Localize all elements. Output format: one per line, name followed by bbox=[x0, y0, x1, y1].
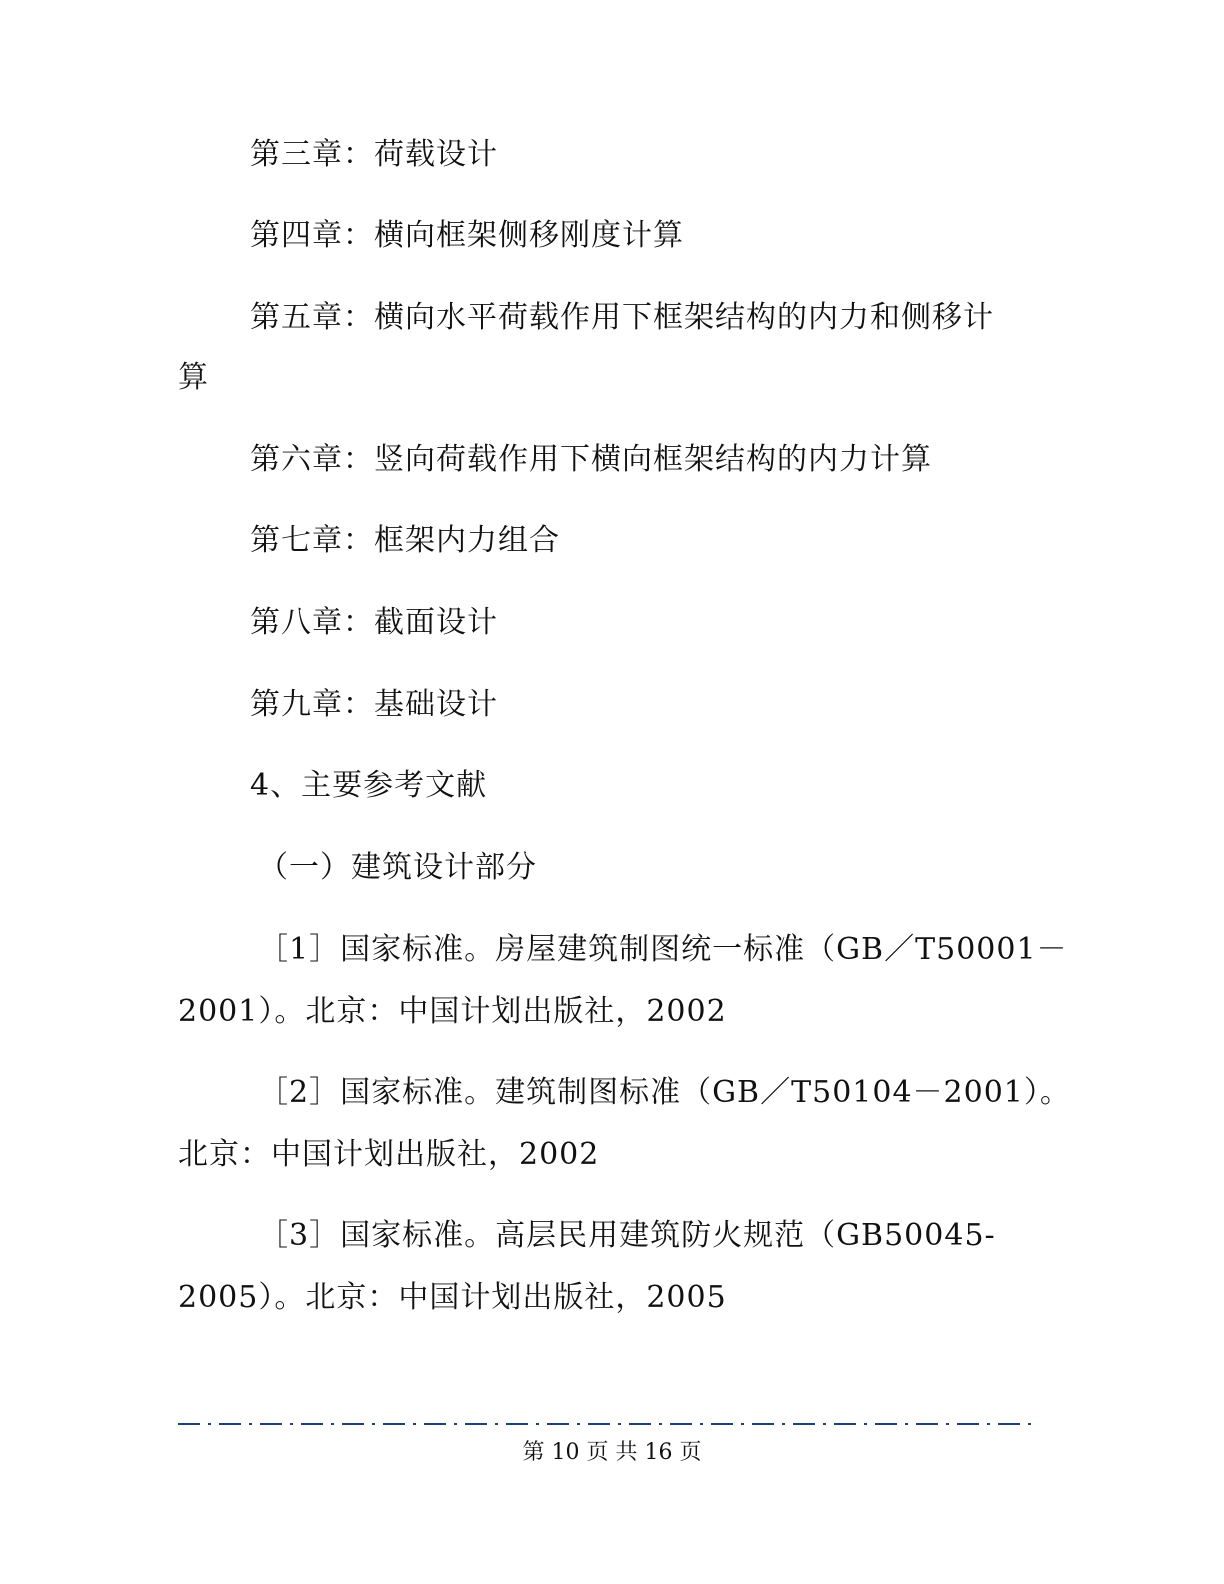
chapter-9-line: 第九章：基础设计 bbox=[250, 687, 498, 722]
chapter-3-line: 第三章：荷载设计 bbox=[250, 137, 498, 172]
chapter-6-line: 第六章：竖向荷载作用下横向框架结构的内力计算 bbox=[250, 442, 932, 477]
chapter-4-line: 第四章：横向框架侧移刚度计算 bbox=[250, 218, 684, 253]
chapter-7-line: 第七章：框架内力组合 bbox=[250, 523, 560, 558]
chapter-5-line: 第五章：横向水平荷载作用下框架结构的内力和侧移计 bbox=[250, 300, 994, 335]
reference-3-line: ［3］国家标准。高层民用建筑防火规范（GB50045- bbox=[258, 1218, 996, 1253]
reference-2-line: ［2］国家标准。建筑制图标准（GB／T50104－2001）。 bbox=[258, 1075, 1071, 1110]
reference-1-line-cont: 2001）。北京：中国计划出版社，2002 bbox=[178, 994, 727, 1029]
reference-3-line-cont: 2005）。北京：中国计划出版社，2005 bbox=[178, 1280, 727, 1315]
architecture-section-heading: （一）建筑设计部分 bbox=[258, 850, 537, 885]
chapter-8-line: 第八章：截面设计 bbox=[250, 605, 498, 640]
page-number: 第 10 页 共 16 页 bbox=[522, 1440, 702, 1465]
reference-1-line: ［1］国家标准。房屋建筑制图统一标准（GB／T50001－ bbox=[258, 932, 1068, 967]
chapter-5-line-cont: 算 bbox=[178, 360, 209, 395]
footer-dash-dot-rule bbox=[178, 1422, 1034, 1426]
references-heading: 4、主要参考文献 bbox=[250, 768, 488, 803]
reference-2-line-cont: 北京：中国计划出版社，2002 bbox=[178, 1137, 600, 1172]
